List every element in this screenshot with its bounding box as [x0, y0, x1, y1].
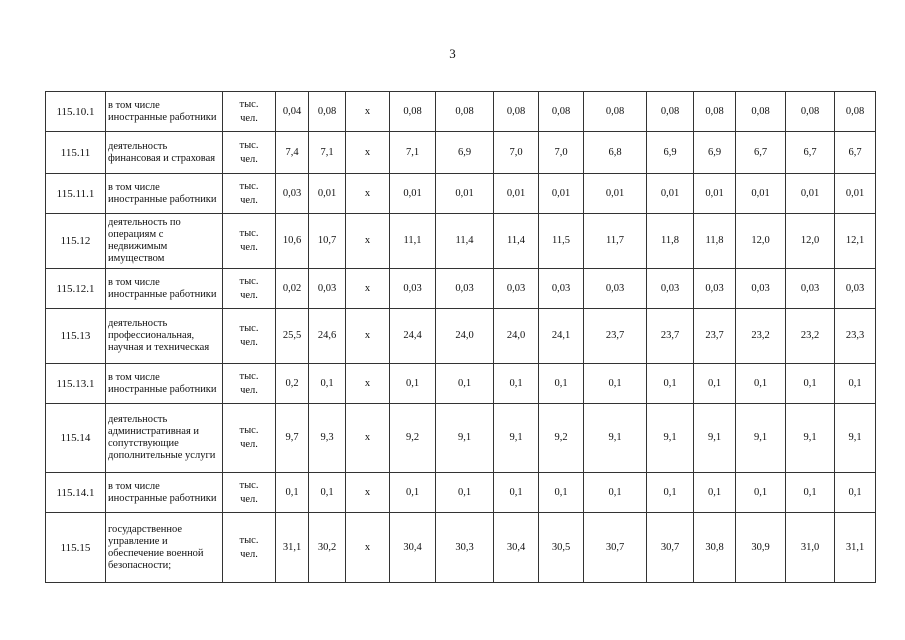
value-cell: 6,7: [835, 132, 876, 174]
value-cell: 0,01: [539, 174, 584, 214]
row-code: 115.14.1: [46, 473, 106, 513]
value-cell: 0,03: [694, 269, 736, 309]
value-cell: 0,01: [647, 174, 694, 214]
value-cell: 0,08: [390, 92, 436, 132]
table-row: [46, 214, 876, 269]
row-indicator-name: деятельность профессиональная, научная и техническая: [106, 309, 223, 364]
value-cell: 0,01: [584, 174, 647, 214]
value-cell: 6,7: [786, 132, 835, 174]
value-cell: 0,03: [539, 269, 584, 309]
value-cell: 0,01: [309, 174, 346, 214]
value-cell: 9,1: [436, 404, 494, 473]
value-cell: 0,08: [309, 92, 346, 132]
value-cell: 0,01: [835, 174, 876, 214]
row-indicator-name: деятельность финансовая и страховая: [106, 132, 223, 174]
value-cell: 0,04: [276, 92, 309, 132]
value-cell: 30,5: [539, 513, 584, 583]
row-indicator-name: в том числе иностранные работники: [106, 269, 223, 309]
value-cell: 31,0: [786, 513, 835, 583]
value-cell: 0,08: [694, 92, 736, 132]
value-cell: 0,03: [494, 269, 539, 309]
table-row: [46, 364, 876, 404]
unit-line: тыс.: [239, 139, 259, 151]
value-cell: 0,08: [786, 92, 835, 132]
value-cell: 9,3: [309, 404, 346, 473]
table-row: [46, 513, 876, 583]
value-cell: 0,1: [539, 473, 584, 513]
value-cell: 0,08: [647, 92, 694, 132]
value-cell: x: [346, 404, 390, 473]
value-cell: 0,1: [309, 473, 346, 513]
value-cell: x: [346, 174, 390, 214]
value-cell: 0,1: [647, 473, 694, 513]
page-number: 3: [449, 46, 456, 61]
row-code: 115.12.1: [46, 269, 106, 309]
unit-line: тыс.: [239, 275, 259, 287]
value-cell: 12,1: [835, 214, 876, 269]
row-unit: [223, 132, 276, 174]
unit-line: чел.: [240, 337, 258, 348]
value-cell: 11,7: [584, 214, 647, 269]
value-cell: 0,1: [694, 364, 736, 404]
row-unit: [223, 174, 276, 214]
value-cell: 0,01: [436, 174, 494, 214]
table-row: [46, 174, 876, 214]
table-row: [46, 269, 876, 309]
value-cell: 23,2: [786, 309, 835, 364]
value-cell: 24,0: [494, 309, 539, 364]
value-cell: x: [346, 364, 390, 404]
table-row: [46, 309, 876, 364]
unit-line: чел.: [240, 493, 258, 505]
value-cell: 30,4: [390, 513, 436, 583]
row-code: 115.12: [46, 214, 106, 269]
value-cell: 30,9: [736, 513, 786, 583]
value-cell: x: [346, 309, 390, 364]
row-code: 115.14: [46, 404, 106, 473]
value-cell: 0,1: [390, 473, 436, 513]
row-indicator-name: в том числе иностранные работники: [106, 92, 223, 132]
unit-line: чел.: [240, 194, 258, 206]
value-cell: 0,2: [276, 364, 309, 404]
unit-line: чел.: [240, 384, 258, 396]
row-indicator-name: деятельность административная и сопутствующие дополнительные услуги: [106, 404, 223, 473]
value-cell: 24,6: [309, 309, 346, 364]
value-cell: 24,0: [436, 309, 494, 364]
value-cell: 30,3: [436, 513, 494, 583]
value-cell: 11,4: [494, 214, 539, 269]
value-cell: 11,8: [647, 214, 694, 269]
value-cell: 0,1: [276, 473, 309, 513]
value-cell: 0,1: [390, 364, 436, 404]
value-cell: 0,08: [436, 92, 494, 132]
row-code: 115.11: [46, 132, 106, 174]
table-row: [46, 473, 876, 513]
value-cell: 0,01: [786, 174, 835, 214]
value-cell: 0,03: [835, 269, 876, 309]
value-cell: 7,0: [539, 132, 584, 174]
value-cell: 30,7: [584, 513, 647, 583]
value-cell: 0,1: [494, 473, 539, 513]
row-indicator-name: государственное управление и обеспечение военной безопасности;: [106, 513, 223, 583]
value-cell: 9,1: [584, 404, 647, 473]
value-cell: 10,7: [309, 214, 346, 269]
row-code: 115.11.1: [46, 174, 106, 214]
row-code: 115.13: [46, 309, 106, 364]
value-cell: 7,4: [276, 132, 309, 174]
value-cell: x: [346, 269, 390, 309]
value-cell: 0,01: [694, 174, 736, 214]
table-row: [46, 92, 876, 132]
row-unit: [223, 269, 276, 309]
unit-line: тыс.: [239, 534, 259, 546]
value-cell: x: [346, 513, 390, 583]
unit-line: тыс.: [239, 323, 259, 334]
value-cell: 30,2: [309, 513, 346, 583]
value-cell: 0,03: [390, 269, 436, 309]
value-cell: 6,8: [584, 132, 647, 174]
value-cell: 24,1: [539, 309, 584, 364]
value-cell: 31,1: [835, 513, 876, 583]
value-cell: 12,0: [736, 214, 786, 269]
value-cell: 7,0: [494, 132, 539, 174]
value-cell: 23,7: [584, 309, 647, 364]
value-cell: 0,08: [539, 92, 584, 132]
unit-line: чел.: [240, 439, 258, 450]
value-cell: 0,1: [584, 364, 647, 404]
row-unit: [223, 473, 276, 513]
unit-line: тыс.: [239, 425, 259, 436]
row-unit: [223, 92, 276, 132]
row-code: 115.13.1: [46, 364, 106, 404]
value-cell: 6,7: [736, 132, 786, 174]
value-cell: 0,1: [584, 473, 647, 513]
unit-line: чел.: [240, 242, 258, 253]
unit-line: тыс.: [239, 98, 259, 110]
value-cell: x: [346, 473, 390, 513]
value-cell: 0,1: [786, 364, 835, 404]
value-cell: 0,03: [647, 269, 694, 309]
value-cell: 0,03: [436, 269, 494, 309]
value-cell: 0,1: [786, 473, 835, 513]
value-cell: 9,1: [494, 404, 539, 473]
value-cell: 25,5: [276, 309, 309, 364]
table-row: [46, 404, 876, 473]
value-cell: 0,02: [276, 269, 309, 309]
value-cell: 0,08: [736, 92, 786, 132]
value-cell: 23,3: [835, 309, 876, 364]
value-cell: 30,7: [647, 513, 694, 583]
value-cell: 23,2: [736, 309, 786, 364]
row-code: 115.10.1: [46, 92, 106, 132]
value-cell: 0,1: [539, 364, 584, 404]
unit-line: тыс.: [239, 370, 259, 382]
value-cell: 0,03: [736, 269, 786, 309]
row-indicator-name: в том числе иностранные работники: [106, 473, 223, 513]
value-cell: 0,1: [694, 473, 736, 513]
value-cell: 11,8: [694, 214, 736, 269]
value-cell: 30,4: [494, 513, 539, 583]
value-cell: 9,1: [694, 404, 736, 473]
unit-line: чел.: [240, 153, 258, 165]
value-cell: 9,1: [647, 404, 694, 473]
value-cell: 10,6: [276, 214, 309, 269]
value-cell: 0,1: [647, 364, 694, 404]
value-cell: 0,1: [736, 364, 786, 404]
value-cell: 12,0: [786, 214, 835, 269]
value-cell: 0,03: [309, 269, 346, 309]
value-cell: 0,01: [736, 174, 786, 214]
value-cell: 9,1: [736, 404, 786, 473]
unit-line: тыс.: [239, 228, 259, 239]
value-cell: 9,7: [276, 404, 309, 473]
value-cell: 6,9: [694, 132, 736, 174]
unit-line: чел.: [240, 289, 258, 301]
unit-line: тыс.: [239, 479, 259, 491]
value-cell: 0,08: [584, 92, 647, 132]
table-row: [46, 132, 876, 174]
unit-line: тыс.: [239, 180, 259, 192]
indicator-table: [45, 91, 876, 583]
value-cell: 23,7: [694, 309, 736, 364]
value-cell: 0,03: [276, 174, 309, 214]
value-cell: 0,03: [786, 269, 835, 309]
value-cell: 6,9: [647, 132, 694, 174]
value-cell: 6,9: [436, 132, 494, 174]
unit-line: чел.: [240, 112, 258, 124]
value-cell: 9,2: [539, 404, 584, 473]
value-cell: 0,01: [390, 174, 436, 214]
value-cell: 0,1: [494, 364, 539, 404]
value-cell: 0,03: [584, 269, 647, 309]
row-indicator-name: в том числе иностранные работники: [106, 364, 223, 404]
value-cell: 7,1: [390, 132, 436, 174]
row-unit: [223, 309, 276, 364]
value-cell: 23,7: [647, 309, 694, 364]
value-cell: 9,2: [390, 404, 436, 473]
row-unit: [223, 364, 276, 404]
value-cell: x: [346, 132, 390, 174]
value-cell: 0,08: [494, 92, 539, 132]
value-cell: 0,08: [835, 92, 876, 132]
value-cell: 9,1: [835, 404, 876, 473]
value-cell: x: [346, 214, 390, 269]
row-unit: [223, 513, 276, 583]
row-indicator-name: в том числе иностранные работники: [106, 174, 223, 214]
value-cell: 11,5: [539, 214, 584, 269]
value-cell: 11,1: [390, 214, 436, 269]
value-cell: 0,1: [436, 364, 494, 404]
value-cell: 31,1: [276, 513, 309, 583]
value-cell: x: [346, 92, 390, 132]
row-unit: [223, 214, 276, 269]
value-cell: 0,1: [436, 473, 494, 513]
row-indicator-name: деятельность по операциям с недвижимым имуществом: [106, 214, 223, 269]
value-cell: 11,4: [436, 214, 494, 269]
value-cell: 9,1: [786, 404, 835, 473]
value-cell: 0,1: [835, 364, 876, 404]
value-cell: 0,1: [736, 473, 786, 513]
value-cell: 0,01: [494, 174, 539, 214]
value-cell: 24,4: [390, 309, 436, 364]
value-cell: 0,1: [309, 364, 346, 404]
value-cell: 0,1: [835, 473, 876, 513]
unit-line: чел.: [240, 548, 258, 560]
value-cell: 7,1: [309, 132, 346, 174]
row-unit: [223, 404, 276, 473]
value-cell: 30,8: [694, 513, 736, 583]
row-code: 115.15: [46, 513, 106, 583]
